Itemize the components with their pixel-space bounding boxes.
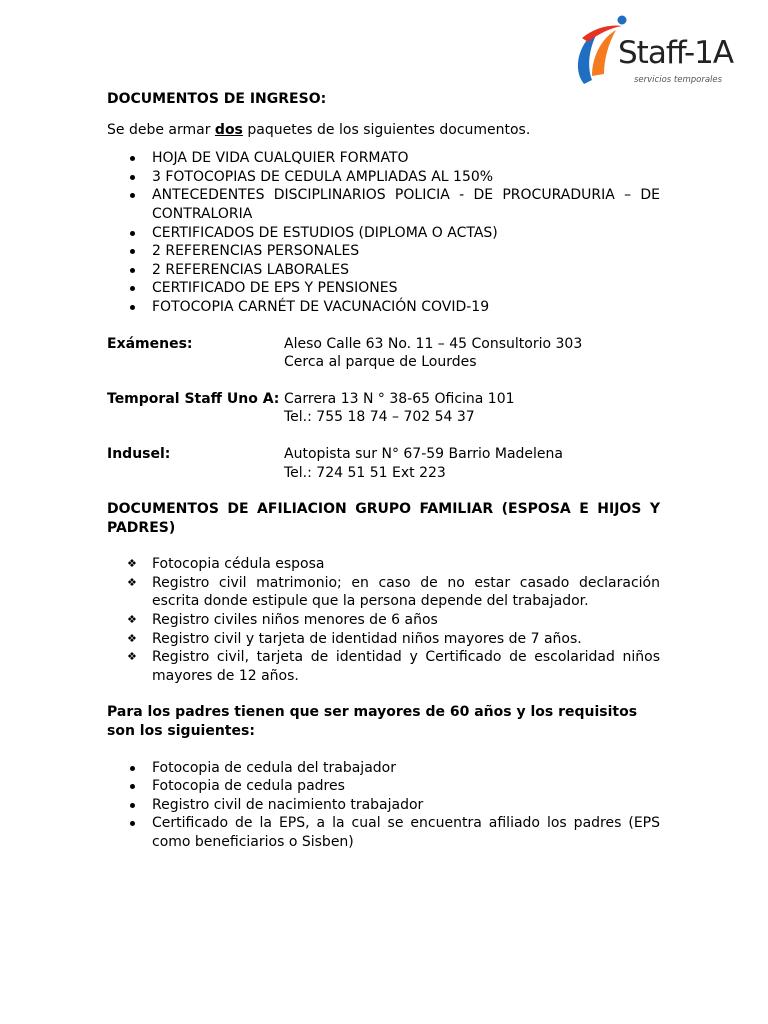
- contact-line: Cerca al parque de Lourdes: [284, 354, 477, 371]
- contact-label: Temporal Staff Uno A:: [107, 390, 280, 407]
- ingreso-intro: [107, 121, 660, 140]
- list-item: 3 FOTOCOPIAS DE CEDULA AMPLIADAS AL 150%: [107, 168, 660, 187]
- padres-list: [107, 759, 660, 852]
- list-item: ❖ Registro civil, tarjeta de identidad y Certificado de escolaridad niños mayores de 12 años.: [107, 648, 660, 685]
- contact-line: Tel.: 755 18 74 – 702 54 37: [284, 409, 475, 426]
- list-item: ❖ Registro civil matrimonio; en caso de no estar casado declaración escrita donde estipule que la persona depende del trabajador.: [107, 574, 660, 611]
- intro-text-after: paquetes de los siguientes documentos.: [247, 121, 531, 138]
- contact-value: [284, 445, 660, 482]
- contact-label: Exámenes:: [107, 335, 193, 352]
- ingreso-title: DOCUMENTOS DE INGRESO:: [107, 91, 327, 107]
- list-item: CERTIFICADO DE EPS Y PENSIONES: [107, 279, 660, 298]
- list-item: 2 REFERENCIAS PERSONALES: [107, 242, 660, 261]
- document-body: [107, 90, 660, 852]
- contact-label: Indusel:: [107, 445, 171, 462]
- contact-value: [284, 390, 660, 427]
- list-item: Certificado de la EPS, a la cual se encuentra afiliado los padres (EPS como beneficiarios o Sisben): [107, 814, 660, 851]
- company-logo: [570, 14, 734, 88]
- contact-staff: [107, 390, 660, 427]
- list-item: ❖ Registro civil y tarjeta de identidad niños mayores de 7 años.: [107, 630, 660, 649]
- contact-line: Aleso Calle 63 No. 11 – 45 Consultorio 303: [284, 335, 583, 352]
- list-item: FOTOCOPIA CARNÉT DE VACUNACIÓN COVID-19: [107, 298, 660, 317]
- intro-text-before: Se debe armar: [107, 121, 211, 138]
- list-item: HOJA DE VIDA CUALQUIER FORMATO: [107, 149, 660, 168]
- padres-title: Para los padres tienen que ser mayores de 60 años y los requisitos son los siguientes:: [107, 704, 638, 740]
- afiliacion-title: DOCUMENTOS DE AFILIACION GRUPO FAMILIAR (ESPOSA E HIJOS Y PADRES): [107, 501, 660, 536]
- list-item: ❖ Registro civiles niños menores de 6 años: [107, 611, 660, 630]
- contact-indusel: [107, 445, 660, 482]
- list-item: Fotocopia de cedula del trabajador: [107, 759, 660, 778]
- list-item: CERTIFICADOS DE ESTUDIOS (DIPLOMA O ACTAS): [107, 224, 660, 243]
- list-item: ❖ Fotocopia cédula esposa: [107, 555, 660, 574]
- contact-examenes: [107, 335, 660, 372]
- list-item: ANTECEDENTES DISCIPLINARIOS POLICIA - DE PROCURADURIA – DE CONTRALORIA: [107, 186, 660, 223]
- contact-line: Tel.: 724 51 51 Ext 223: [284, 464, 446, 481]
- contact-line: Autopista sur N° 67-59 Barrio Madelena: [284, 445, 563, 462]
- ingreso-list: [107, 149, 660, 316]
- list-item: Fotocopia de cedula padres: [107, 777, 660, 796]
- list-item: Registro civil de nacimiento trabajador: [107, 796, 660, 815]
- list-item: 2 REFERENCIAS LABORALES: [107, 261, 660, 280]
- afiliacion-list: [107, 555, 660, 685]
- contact-value: [284, 335, 660, 372]
- logo-tagline: servicios temporales: [634, 75, 723, 85]
- logo-wordmark: Staff-1A: [618, 35, 734, 71]
- contact-line: Carrera 13 N ° 38-65 Oficina 101: [284, 390, 515, 407]
- intro-bold-word: dos: [214, 121, 243, 138]
